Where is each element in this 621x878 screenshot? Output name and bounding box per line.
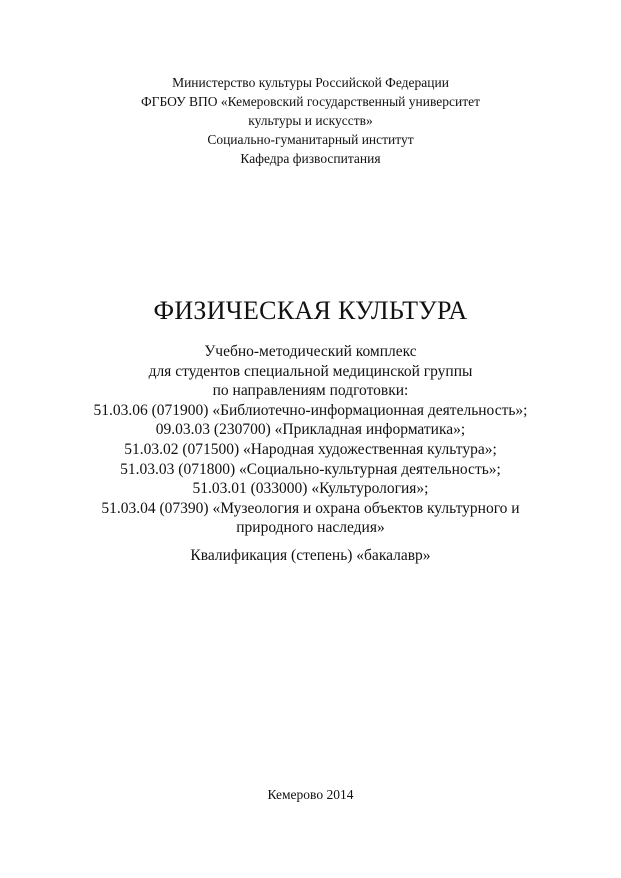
program-line: 51.03.03 (071800) «Социально-культурная деятельность»;	[120, 460, 501, 478]
document-description	[0, 342, 621, 538]
institution-header	[0, 73, 621, 168]
program-line: природного наследия»	[236, 519, 385, 537]
university-line-cont: культуры и искусств»	[248, 113, 373, 128]
institute-line: Социально-гуманитарный институт	[207, 132, 414, 147]
department-line: Кафедра физвоспитания	[240, 151, 381, 166]
document-title: ФИЗИЧЕСКАЯ КУЛЬТУРА	[153, 296, 468, 325]
description-line: для студентов специальной медицинской группы	[148, 362, 473, 380]
program-line: 09.03.03 (230700) «Прикладная информатика»;	[155, 421, 466, 439]
description-line: по направлениям подготовки:	[212, 382, 409, 400]
qualification: Квалификация (степень) «бакалавр»	[190, 547, 431, 564]
program-line: 51.03.02 (071500) «Народная художественная культура»;	[124, 440, 497, 458]
program-line: 51.03.04 (07390) «Музеология и охрана объектов культурного и	[101, 499, 520, 517]
description-line: Учебно-методический комплекс	[204, 343, 417, 360]
ministry-line: Министерство культуры Российской Федерации	[172, 75, 449, 90]
university-line: ФГБОУ ВПО «Кемеровский государственный университет	[140, 94, 481, 109]
program-line: 51.03.06 (071900) «Библиотечно-информационная деятельность»;	[93, 401, 528, 419]
city-year: Кемерово 2014	[267, 787, 354, 802]
program-line: 51.03.01 (033000) «Культурология»;	[192, 480, 429, 498]
